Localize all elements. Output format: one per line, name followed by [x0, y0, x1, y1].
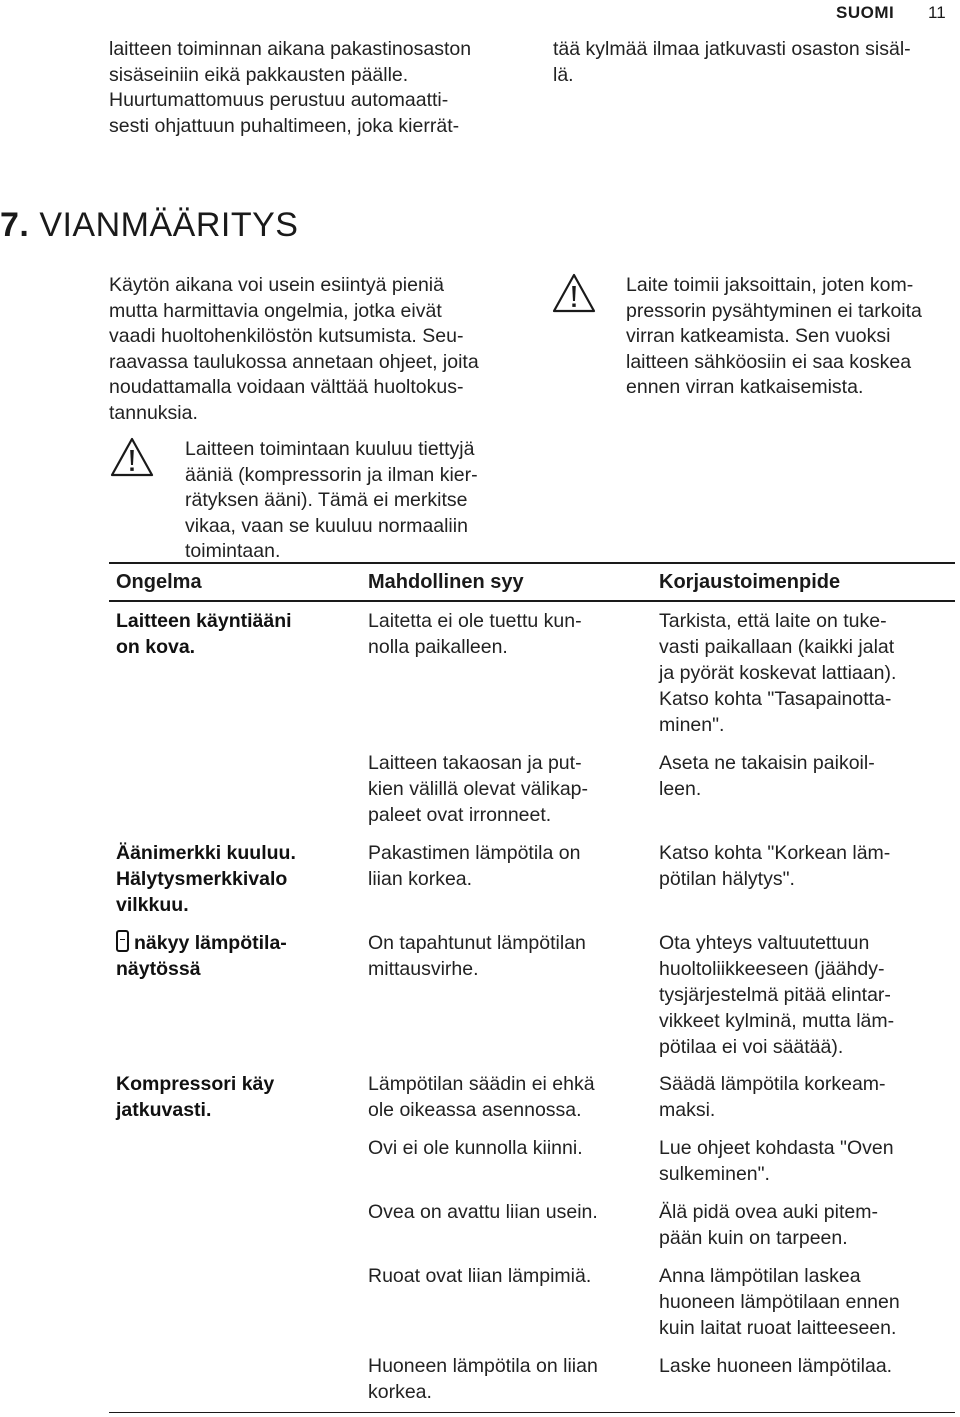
problem-cell [116, 840, 296, 918]
text-line: vikkeet kylminä, mutta läm- [659, 1010, 895, 1032]
text-line: on kova. [116, 636, 196, 658]
text-line: noudattamalla voidaan välttää huoltokus- [109, 376, 464, 398]
warning-triangle-icon [110, 437, 154, 477]
text-line: pötilan hälytys". [659, 868, 795, 890]
action-cell [659, 608, 896, 738]
cause-cell [368, 840, 580, 892]
text-line: Anna lämpötilan laskea [659, 1265, 861, 1287]
cause-cell [368, 1135, 583, 1161]
text-line: pään kuin on tarpeen. [659, 1227, 848, 1249]
text-line: näytössä [116, 958, 201, 980]
text-line: Laitteen toimintaan kuuluu tiettyjä [185, 438, 475, 460]
action-cell [659, 1071, 886, 1123]
problem-cell [116, 930, 287, 982]
text-line: Hälytysmerkkivalo [116, 868, 288, 890]
intro-paragraph [109, 273, 479, 426]
text-line: tää kylmää ilmaa jatkuvasti osaston sisäl- [553, 38, 911, 60]
text-line: huoltoliikkeeseen (jäähdy- [659, 958, 885, 980]
text-line: tysjärjestelmä pitää elintar- [659, 984, 891, 1006]
text-line: Lue ohjeet kohdasta "Oven [659, 1137, 894, 1159]
section-number: 7. [0, 206, 30, 244]
text-line: sesti ohjattuun puhaltimeen, joka kierrät- [109, 114, 460, 137]
action-cell [659, 1353, 892, 1379]
text-line: maksi. [659, 1099, 716, 1121]
text-line: Ovi ei ole kunnolla kiinni. [368, 1137, 583, 1159]
text-line: Tarkista, että laite on tuke- [659, 610, 887, 632]
text-line: tannuksia. [109, 401, 198, 424]
text-line: nolla paikalleen. [368, 636, 508, 658]
page-number: 11 [928, 3, 946, 22]
action-cell [659, 1199, 878, 1251]
action-cell [659, 1135, 894, 1187]
column-header-cause: Mahdollinen syy [368, 571, 524, 593]
language-label: SUOMI [836, 3, 895, 22]
text-line: vilkkuu. [116, 894, 189, 916]
text-line: Ovea on avattu liian usein. [368, 1201, 598, 1223]
warning-triangle-icon [552, 273, 596, 313]
text-line: Aseta ne takaisin paikoil- [659, 752, 875, 774]
text-line: ääniä (kompressorin ja ilman kier- [185, 463, 478, 486]
action-cell [659, 840, 890, 892]
section-title-text: VIANMÄÄRITYS [39, 206, 299, 244]
text-line: Laitteen käyntiääni [116, 610, 292, 632]
display-segment-icon [116, 930, 129, 952]
intro-left-text [109, 37, 471, 139]
cause-cell [368, 1071, 595, 1123]
text-line: Kompressori käy [116, 1073, 275, 1095]
text-line: virran katkeamista. Sen vuoksi [626, 325, 891, 347]
cause-cell [368, 1199, 598, 1225]
text-line: leen. [659, 778, 702, 800]
text-line: vasti paikallaan (kaikki jalat [659, 636, 895, 658]
intro-right-text [553, 37, 911, 88]
text-line: Käytön aikana voi usein esiintyä pieniä [109, 274, 444, 296]
text-line: Laitteen takaosan ja put- [368, 752, 582, 774]
warning-note-sounds [185, 437, 478, 565]
text-line: pressorin pysähtyminen ei tarkoita [626, 299, 922, 322]
column-header-action: Korjaustoimenpide [659, 571, 841, 593]
section-title [0, 206, 298, 245]
text-line: huoneen lämpötilaan ennen [659, 1291, 900, 1313]
text-line: Laite toimii jaksoittain, joten kom- [626, 274, 914, 296]
text-line: minen". [659, 714, 725, 736]
text-line: ennen virran katkaisemista. [626, 376, 864, 398]
text-line: Säädä lämpötila korkeam- [659, 1073, 886, 1095]
cause-cell [368, 750, 588, 828]
text-line: Pakastimen lämpötila on [368, 842, 581, 864]
text-line: Älä pidä ovea auki pitem- [659, 1201, 878, 1223]
text-line: Ota yhteys valtuutettuun [659, 932, 870, 954]
text-line: Katso kohta "Korkean läm- [659, 842, 891, 864]
cause-cell [368, 930, 586, 982]
text-line: Huoneen lämpötila on liian [368, 1355, 598, 1377]
text-line: vikaa, vaan se kuuluu normaaliin [185, 514, 468, 537]
table-bottom-rule [109, 1412, 955, 1413]
text-line: toimintaan. [185, 540, 281, 562]
cause-cell [368, 1353, 598, 1405]
text-line: Lämpötilan säädin ei ehkä [368, 1073, 595, 1095]
table-top-rule [109, 562, 955, 564]
text-line: Laske huoneen lämpötilaa. [659, 1355, 893, 1377]
column-header-problem: Ongelma [116, 571, 202, 593]
text-line: laitteen toiminnan aikana pakastinosaston [109, 38, 472, 60]
text-line: pötilaa ei voi säätää). [659, 1036, 844, 1058]
text-line: rätyksen ääni). Tämä ei merkitse [185, 489, 468, 511]
text-line: laitteen sähköosiin ei saa koskea [626, 350, 912, 373]
text-line: liian korkea. [368, 868, 473, 890]
text-line: ja pyörät koskevat lattiaan). [659, 662, 897, 684]
text-line: mittausvirhe. [368, 958, 479, 980]
text-line: Katso kohta "Tasapainotta- [659, 688, 892, 710]
text-line: mutta harmittavia ongelmia, jotka eivät [109, 299, 442, 322]
text-line: Huurtumattomuus perustuu automaatti- [109, 89, 449, 111]
warning-note-compressor [626, 273, 922, 401]
problem-cell [116, 608, 292, 660]
action-cell [659, 1263, 900, 1341]
text-line: sulkeminen". [659, 1163, 770, 1185]
problem-cell [116, 1071, 274, 1123]
text-line: jatkuvasti. [116, 1099, 212, 1121]
text-line: On tapahtunut lämpötilan [368, 932, 586, 954]
text-line: Laitetta ei ole tuettu kun- [368, 610, 582, 632]
cause-cell [368, 608, 582, 660]
text-line: kien välillä olevat välikap- [368, 778, 589, 800]
text-line: ole oikeassa asennossa. [368, 1099, 582, 1121]
action-cell [659, 750, 875, 802]
action-cell [659, 930, 894, 1060]
text-line: vaadi huoltohenkilöstön kutsumista. Seu- [109, 325, 464, 347]
text-line: Äänimerkki kuuluu. [116, 842, 296, 864]
text-line: kuin laitat ruoat laitteeseen. [659, 1317, 897, 1339]
text-line: korkea. [368, 1381, 432, 1403]
text-line: lä. [553, 63, 574, 86]
table-header-rule [109, 600, 955, 602]
text-line: raavassa taulukossa annetaan ohjeet, joita [109, 350, 479, 373]
text-line: sisäseiniin eikä pakkausten päälle. [109, 63, 409, 86]
cause-cell [368, 1263, 591, 1289]
text-line: Ruoat ovat liian lämpimiä. [368, 1265, 592, 1287]
text-line [116, 930, 287, 956]
text-line-label: näkyy lämpötila- [134, 932, 287, 954]
text-line: paleet ovat irronneet. [368, 804, 552, 826]
